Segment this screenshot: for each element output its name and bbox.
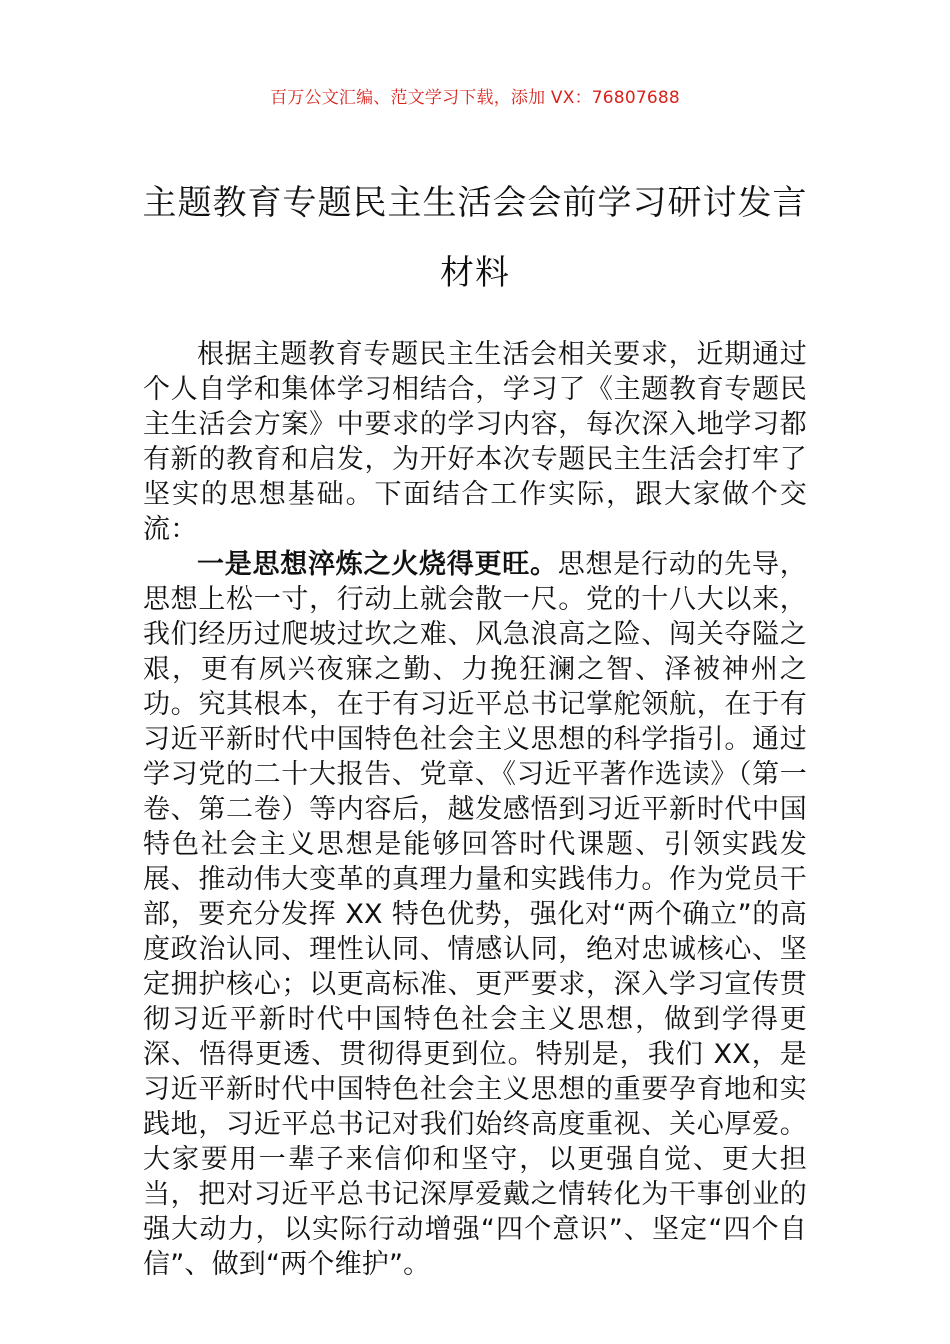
paragraph-intro-text: 根据主题教育专题民主生活会相关要求，近期通过个人自学和集体学习相结合，学习了《主题教育专题民主生活会方案》中要求的学习内容，每次深入地学习都有新的教育和启发，为开好本次专题民主生活会打牢了坚实的思想基础。下面结合工作实际，跟大家做个交流： (143, 339, 807, 545)
document-body (143, 337, 807, 1282)
paragraph-point-one-text: 思想是行动的先导，思想上松一寸，行动上就会散一尺。党的十八大以来，我们经历过爬坡过坎之难、风急浪高之险、闯关夺隘之艰，更有夙兴夜寐之勤、力挽狂澜之智、泽被神州之功。究其根本，在于有习近平总书记掌舵领航，在于有习近平新时代中国特色社会主义思想的科学指引。通过学习党的二十大报告、党章、《习近平著作选读》（第一卷、第二卷）等内容后，越发感悟到习近平新时代中国特色社会主义思想是能够回答时代课题、引领实践发展、推动伟大变革的真理力量和实践伟力。作为党员干部，要充分发挥 XX 特色优势，强化对“两个确立”的高度政治认同、理性认同、情感认同，绝对忠诚核心、坚定拥护核心；以更高标准、更严要求，深入学习宣传贯彻习近平新时代中国特色社会主义思想，做到学得更深、悟得更透、贯彻得更到位。特别是，我们 XX，是习近平新时代中国特色社会主义思想的重要孕育地和实践地，习近平总书记对我们始终高度重视、关心厚爱。大家要用一辈子来信仰和坚守，以更强自觉、更大担当，把对习近平总书记深厚爱戴之情转化为干事创业的强大动力，以实际行动增强“四个意识”、坚定“四个自信”、做到“两个维护”。 (143, 549, 807, 1280)
document-title: 主题教育专题民主生活会会前学习研讨发言材料 (142, 183, 808, 293)
watermark-header: 百万公文汇编、范文学习下载，添加 VX：76807688 (270, 88, 680, 108)
paragraph-point-one (143, 547, 807, 1282)
paragraph-intro (143, 337, 807, 547)
paragraph-point-one-lead: 一是思想淬炼之火烧得更旺。 (197, 549, 558, 580)
